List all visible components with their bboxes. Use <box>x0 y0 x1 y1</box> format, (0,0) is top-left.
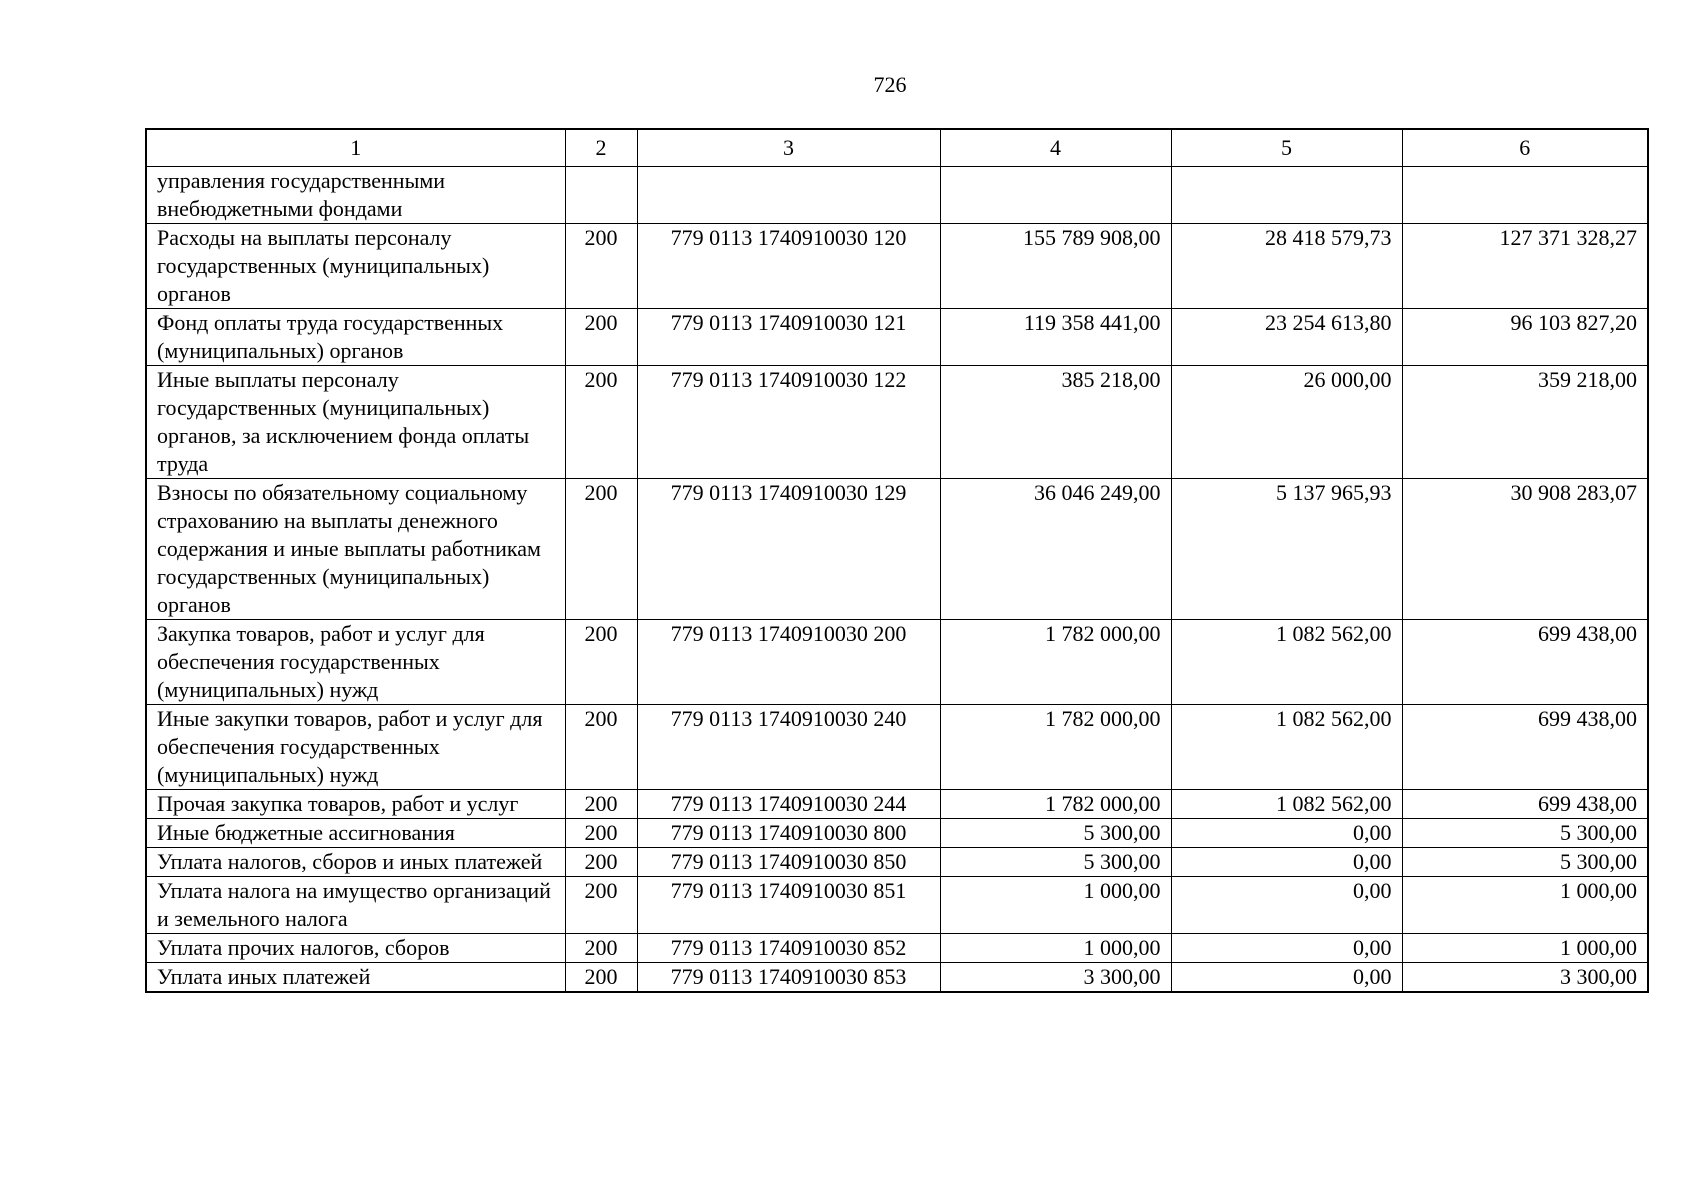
column-number-row <box>146 129 1648 167</box>
row-name-cell: Взносы по обязательному социальному страхованию на выплаты денежного содержания и иные выплаты работникам государственных (муниципальных) органов <box>146 479 565 620</box>
row-budget-classification-code-cell: 779 0113 1740910030 200 <box>637 620 940 705</box>
table-row <box>146 309 1648 366</box>
row-unexecuted-amount-cell: 699 438,00 <box>1402 790 1648 819</box>
row-name-cell: Уплата налога на имущество организаций и земельного налога <box>146 877 565 934</box>
row-name-cell: Расходы на выплаты персоналу государственных (муниципальных) органов <box>146 224 565 309</box>
row-budget-classification-code-cell: 779 0113 1740910030 244 <box>637 790 940 819</box>
row-budget-classification-code-cell: 779 0113 1740910030 121 <box>637 309 940 366</box>
row-executed-amount-cell: 28 418 579,73 <box>1171 224 1402 309</box>
row-name-cell: управления государственными внебюджетными фондами <box>146 167 565 224</box>
row-approved-amount-cell: 5 300,00 <box>940 819 1171 848</box>
row-name-cell: Прочая закупка товаров, работ и услуг <box>146 790 565 819</box>
row-line-code-cell: 200 <box>565 224 637 309</box>
row-budget-classification-code-cell: 779 0113 1740910030 851 <box>637 877 940 934</box>
row-name-cell: Иные бюджетные ассигнования <box>146 819 565 848</box>
row-executed-amount-cell: 1 082 562,00 <box>1171 705 1402 790</box>
row-unexecuted-amount-cell: 96 103 827,20 <box>1402 309 1648 366</box>
row-executed-amount-cell: 23 254 613,80 <box>1171 309 1402 366</box>
row-unexecuted-amount-cell: 1 000,00 <box>1402 934 1648 963</box>
row-budget-classification-code-cell: 779 0113 1740910030 122 <box>637 366 940 479</box>
row-approved-amount-cell <box>940 167 1171 224</box>
column-header: 1 <box>146 129 565 167</box>
row-budget-classification-code-cell: 779 0113 1740910030 852 <box>637 934 940 963</box>
row-unexecuted-amount-cell: 127 371 328,27 <box>1402 224 1648 309</box>
row-name-cell: Закупка товаров, работ и услуг для обеспечения государственных (муниципальных) нужд <box>146 620 565 705</box>
table-row <box>146 790 1648 819</box>
row-executed-amount-cell: 1 082 562,00 <box>1171 620 1402 705</box>
row-name-cell: Уплата налогов, сборов и иных платежей <box>146 848 565 877</box>
row-approved-amount-cell: 1 782 000,00 <box>940 790 1171 819</box>
row-line-code-cell: 200 <box>565 848 637 877</box>
row-line-code-cell: 200 <box>565 705 637 790</box>
row-line-code-cell: 200 <box>565 620 637 705</box>
column-header: 3 <box>637 129 940 167</box>
row-line-code-cell <box>565 167 637 224</box>
table-row <box>146 366 1648 479</box>
table-row <box>146 167 1648 224</box>
budget-execution-table <box>145 128 1649 993</box>
row-budget-classification-code-cell: 779 0113 1740910030 853 <box>637 963 940 993</box>
row-unexecuted-amount-cell: 1 000,00 <box>1402 877 1648 934</box>
row-executed-amount-cell: 0,00 <box>1171 963 1402 993</box>
row-name-cell: Фонд оплаты труда государственных (муниципальных) органов <box>146 309 565 366</box>
table-row <box>146 963 1648 993</box>
row-approved-amount-cell: 1 000,00 <box>940 877 1171 934</box>
row-approved-amount-cell: 385 218,00 <box>940 366 1171 479</box>
table-row <box>146 934 1648 963</box>
row-name-cell: Иные закупки товаров, работ и услуг для обеспечения государственных (муниципальных) нужд <box>146 705 565 790</box>
row-line-code-cell: 200 <box>565 309 637 366</box>
row-unexecuted-amount-cell: 5 300,00 <box>1402 819 1648 848</box>
table-row <box>146 877 1648 934</box>
row-approved-amount-cell: 5 300,00 <box>940 848 1171 877</box>
table-row <box>146 705 1648 790</box>
row-executed-amount-cell: 1 082 562,00 <box>1171 790 1402 819</box>
row-approved-amount-cell: 1 000,00 <box>940 934 1171 963</box>
row-line-code-cell: 200 <box>565 877 637 934</box>
row-line-code-cell: 200 <box>565 963 637 993</box>
row-unexecuted-amount-cell: 699 438,00 <box>1402 705 1648 790</box>
row-executed-amount-cell: 0,00 <box>1171 819 1402 848</box>
row-unexecuted-amount-cell: 5 300,00 <box>1402 848 1648 877</box>
table-body <box>146 167 1648 993</box>
row-budget-classification-code-cell: 779 0113 1740910030 800 <box>637 819 940 848</box>
table-row <box>146 620 1648 705</box>
row-approved-amount-cell: 1 782 000,00 <box>940 620 1171 705</box>
row-executed-amount-cell: 0,00 <box>1171 877 1402 934</box>
row-executed-amount-cell: 5 137 965,93 <box>1171 479 1402 620</box>
row-line-code-cell: 200 <box>565 934 637 963</box>
column-header: 4 <box>940 129 1171 167</box>
row-unexecuted-amount-cell: 30 908 283,07 <box>1402 479 1648 620</box>
row-budget-classification-code-cell: 779 0113 1740910030 120 <box>637 224 940 309</box>
row-approved-amount-cell: 3 300,00 <box>940 963 1171 993</box>
table-row <box>146 819 1648 848</box>
row-name-cell: Уплата прочих налогов, сборов <box>146 934 565 963</box>
row-line-code-cell: 200 <box>565 366 637 479</box>
table-row <box>146 848 1648 877</box>
page-number: 726 <box>873 72 907 97</box>
row-unexecuted-amount-cell: 699 438,00 <box>1402 620 1648 705</box>
row-approved-amount-cell: 1 782 000,00 <box>940 705 1171 790</box>
row-budget-classification-code-cell <box>637 167 940 224</box>
row-approved-amount-cell: 155 789 908,00 <box>940 224 1171 309</box>
table-row <box>146 224 1648 309</box>
row-budget-classification-code-cell: 779 0113 1740910030 129 <box>637 479 940 620</box>
row-approved-amount-cell: 119 358 441,00 <box>940 309 1171 366</box>
row-unexecuted-amount-cell <box>1402 167 1648 224</box>
row-name-cell: Иные выплаты персоналу государственных (муниципальных) органов, за исключением фонда оплаты труда <box>146 366 565 479</box>
row-unexecuted-amount-cell: 3 300,00 <box>1402 963 1648 993</box>
row-executed-amount-cell: 0,00 <box>1171 848 1402 877</box>
column-header: 5 <box>1171 129 1402 167</box>
row-budget-classification-code-cell: 779 0113 1740910030 240 <box>637 705 940 790</box>
row-executed-amount-cell: 0,00 <box>1171 934 1402 963</box>
row-budget-classification-code-cell: 779 0113 1740910030 850 <box>637 848 940 877</box>
row-line-code-cell: 200 <box>565 790 637 819</box>
row-name-cell: Уплата иных платежей <box>146 963 565 993</box>
row-unexecuted-amount-cell: 359 218,00 <box>1402 366 1648 479</box>
row-executed-amount-cell <box>1171 167 1402 224</box>
table-row <box>146 479 1648 620</box>
row-approved-amount-cell: 36 046 249,00 <box>940 479 1171 620</box>
column-header: 6 <box>1402 129 1648 167</box>
row-line-code-cell: 200 <box>565 479 637 620</box>
row-executed-amount-cell: 26 000,00 <box>1171 366 1402 479</box>
row-line-code-cell: 200 <box>565 819 637 848</box>
column-header: 2 <box>565 129 637 167</box>
